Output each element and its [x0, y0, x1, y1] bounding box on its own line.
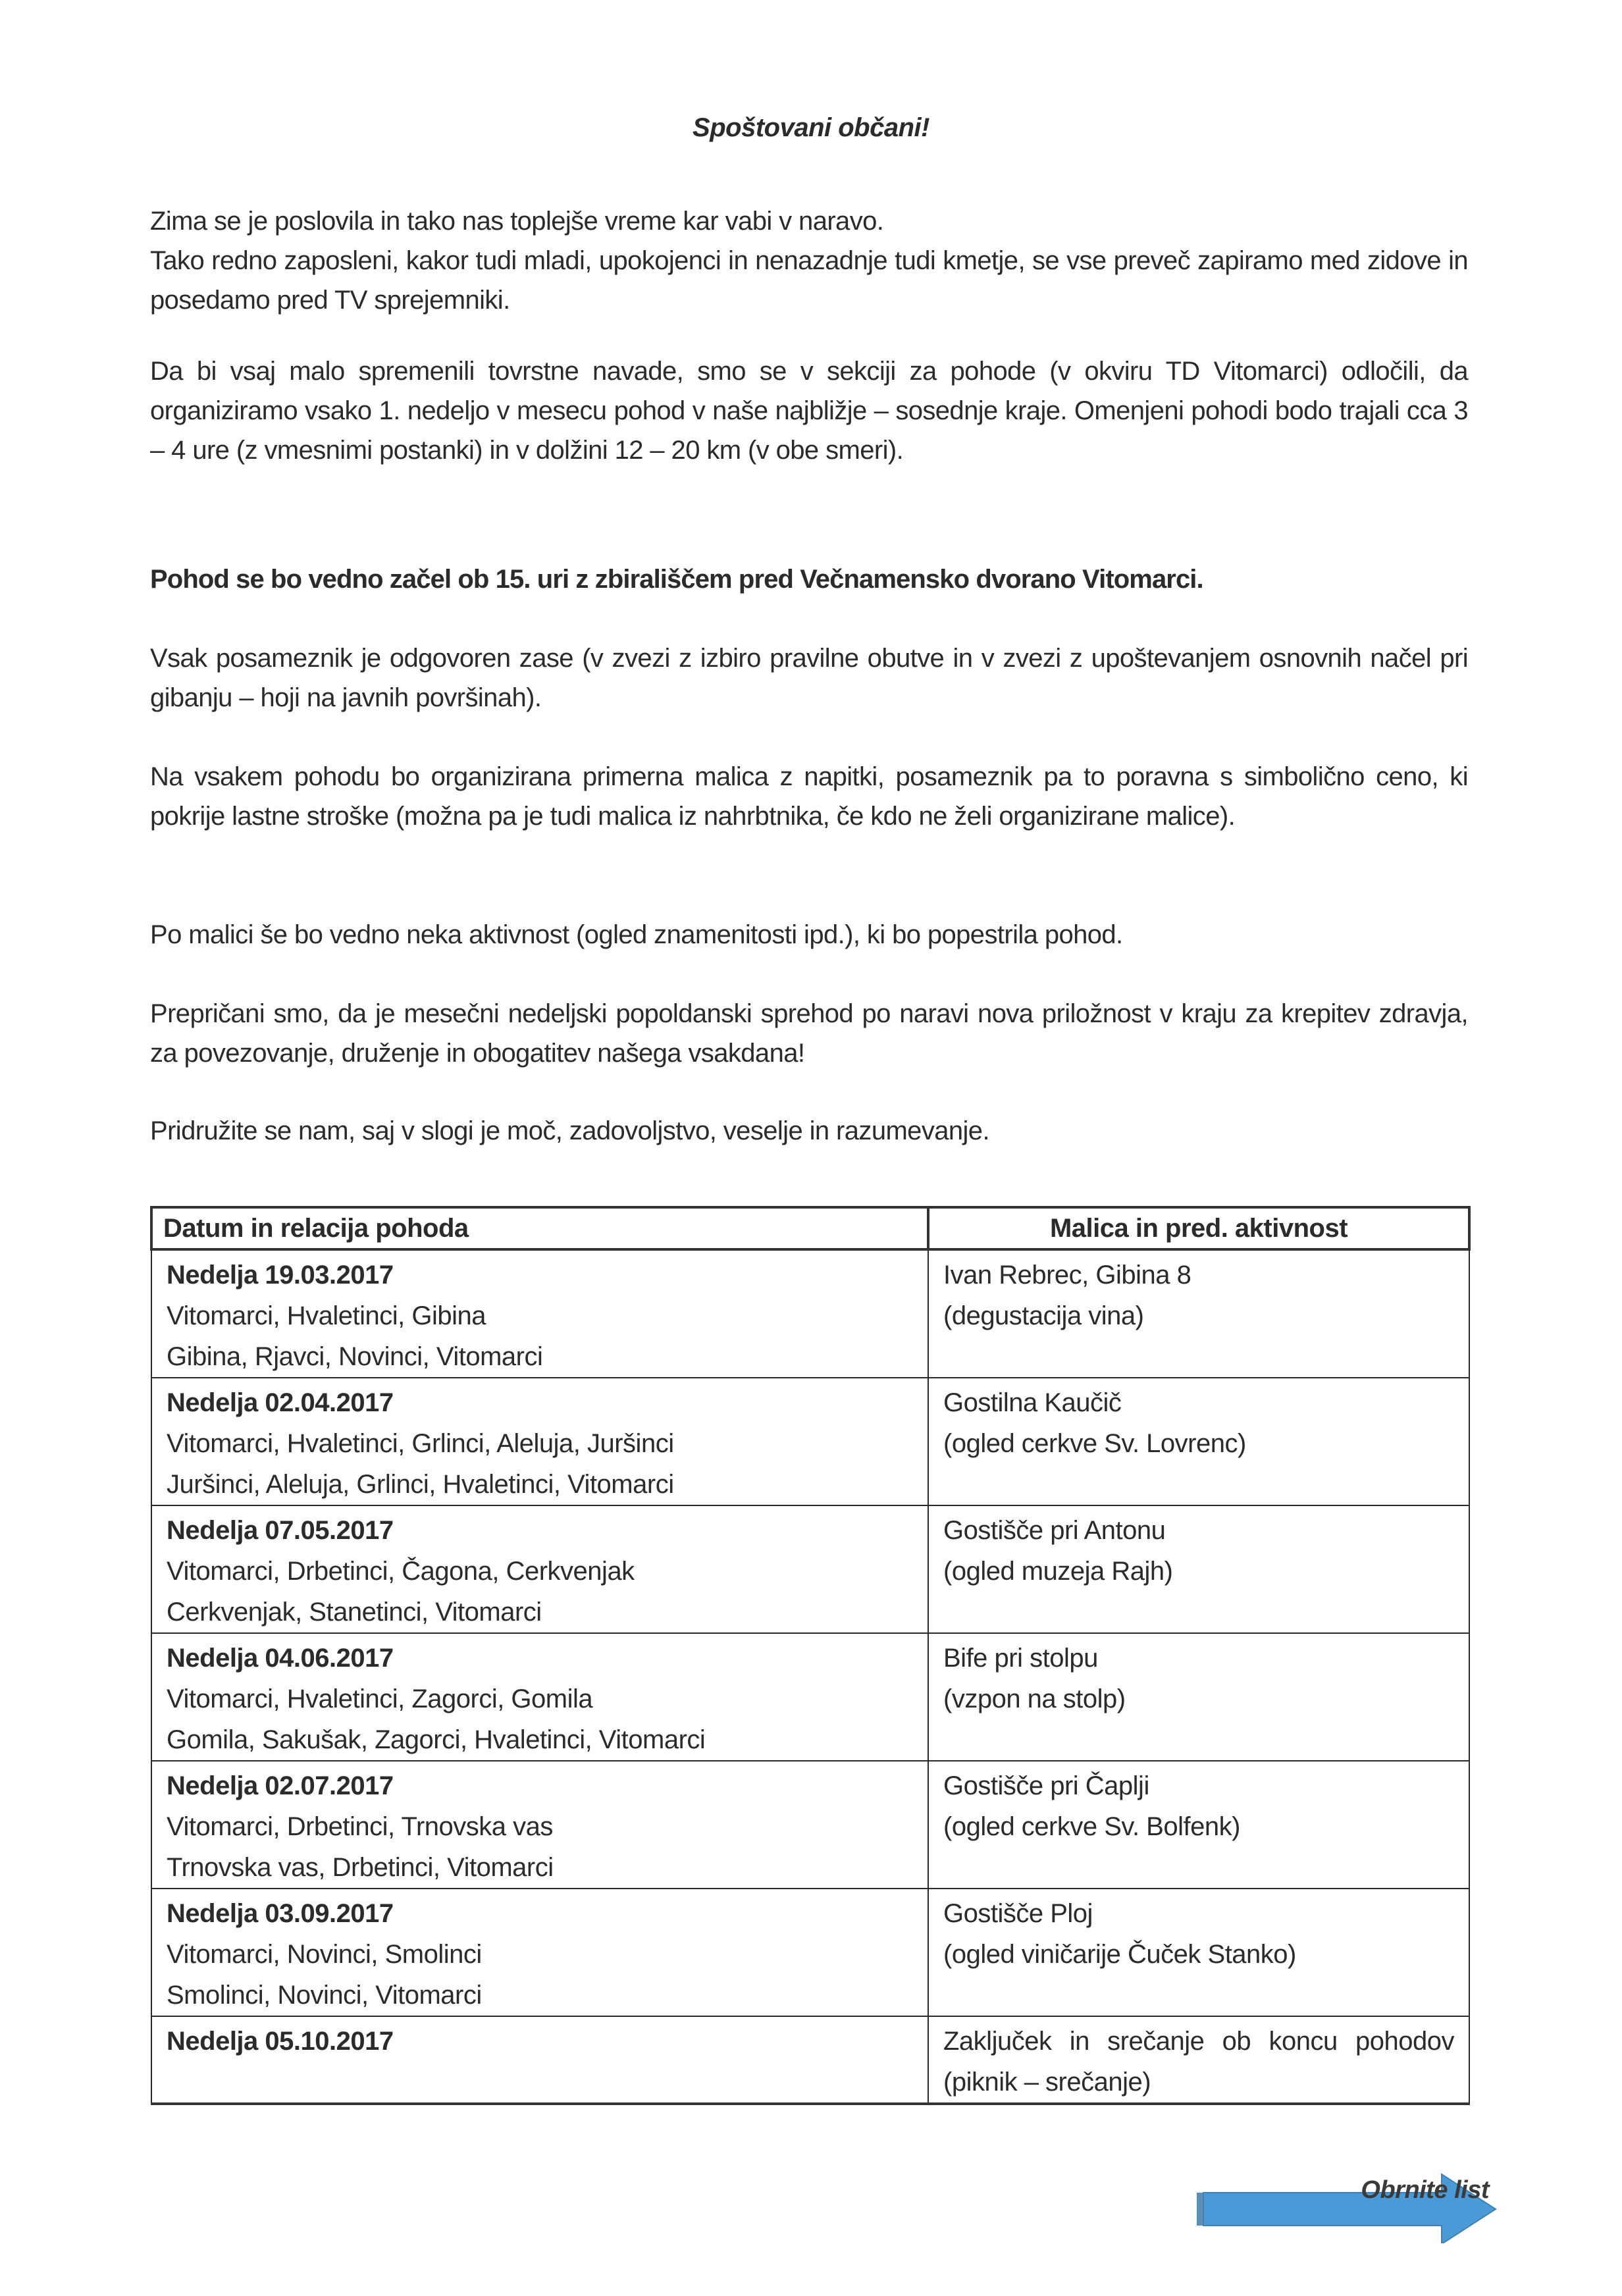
table-row	[151, 1249, 1469, 1378]
route-return: Juršinci, Aleluja, Grlinci, Hvaletinci, Vitomarci	[167, 1470, 674, 1499]
snack-venue: Gostilna Kaučič	[943, 1388, 1122, 1417]
paragraph-conviction: Prepričani smo, da je mesečni nedeljski popoldanski sprehod po naravi nova priložnost v kraju za krepitev zdravja, za povezovanje, druženje in obogatitev našega vsakdana!	[150, 999, 1468, 1068]
table-row	[151, 1889, 1469, 2016]
route-outbound: Vitomarci, Hvaletinci, Grlinci, Aleluja, Juršinci	[167, 1429, 674, 1458]
date-route-cell	[151, 1889, 928, 2016]
hike-date: Nedelja 02.07.2017	[167, 1771, 394, 1800]
hike-date: Nedelja 04.06.2017	[167, 1644, 394, 1673]
table-row	[151, 1633, 1469, 1761]
snack-activity-cell	[928, 1505, 1469, 1633]
hike-date: Nedelja 03.09.2017	[167, 1899, 394, 1928]
route-outbound: Vitomarci, Novinci, Smolinci	[167, 1940, 482, 1969]
route-return: Trnovska vas, Drbetinci, Vitomarci	[167, 1853, 554, 1882]
snack-venue: Gostišče Ploj	[943, 1899, 1093, 1928]
snack-activity-cell	[928, 1378, 1469, 1505]
date-route-cell	[151, 1249, 928, 1378]
hike-date: Nedelja 02.04.2017	[167, 1388, 394, 1417]
paragraph-meeting-point: Pohod se bo vedno začel ob 15. uri z zbirališčem pred Večnamensko dvorano Vitomarci.	[150, 565, 1203, 594]
snack-venue: Gostišče pri Antonu	[943, 1516, 1166, 1545]
route-return: Smolinci, Novinci, Vitomarci	[167, 1981, 482, 2010]
column-header-date-route: Datum in relacija pohoda	[151, 1207, 928, 1249]
date-route-cell	[151, 1761, 928, 1889]
hike-date: Nedelja 05.10.2017	[167, 2027, 394, 2056]
paragraph-intro	[150, 201, 1468, 320]
snack-activity-cell	[928, 1633, 1469, 1761]
planned-activity: (ogled cerkve Sv. Bolfenk)	[943, 1812, 1240, 1841]
planned-activity: (ogled muzeja Rajh)	[943, 1557, 1173, 1586]
paragraph-join-us: Pridružite se nam, saj v slogi je moč, zadovoljstvo, veselje in razumevanje.	[150, 1116, 989, 1145]
table-row	[151, 2016, 1469, 2104]
turn-page-label: Obrnite list	[1361, 2176, 1489, 2204]
table-header-row	[151, 1207, 1469, 1249]
paragraph-line: Tako redno zaposleni, kakor tudi mladi, upokojenci in nenazadnje tudi kmetje, se vse preveč zapiramo med zidove in posedamo pred TV sprejemniki.	[150, 246, 1468, 315]
snack-venue: Gostišče pri Čaplji	[943, 1771, 1149, 1800]
column-header-snack-activity: Malica in pred. aktivnost	[928, 1207, 1469, 1249]
table-row	[151, 1505, 1469, 1633]
hike-date: Nedelja 07.05.2017	[167, 1516, 394, 1545]
snack-venue: Bife pri stolpu	[943, 1644, 1098, 1673]
date-route-cell	[151, 1633, 928, 1761]
paragraph-initiative: Da bi vsaj malo spremenili tovrstne navade, smo se v sekciji za pohode (v okviru TD Vitomarci) odločili, da organiziramo vsako 1. nedeljo v mesecu pohod v naše najbližje – sosednje kraje. Omenjeni pohodi bodo trajali cca 3 – 4 ure (z vmesnimi postanki) in v dolžini 12 – 20 km (v obe smeri).	[150, 357, 1468, 465]
route-outbound: Vitomarci, Drbetinci, Trnovska vas	[167, 1812, 553, 1841]
snack-venue: Ivan Rebrec, Gibina 8	[943, 1261, 1191, 1290]
snack-activity-cell	[928, 1889, 1469, 2016]
table-row	[151, 1761, 1469, 1889]
page-title: Spoštovani občani!	[693, 113, 929, 142]
snack-activity-cell	[928, 1761, 1469, 1889]
snack-activity-cell	[928, 2016, 1469, 2104]
closing-event: Zaključek in srečanje ob koncu pohodov (piknik – srečanje)	[943, 2027, 1454, 2097]
date-route-cell	[151, 2016, 928, 2104]
route-return: Gomila, Sakušak, Zagorci, Hvaletinci, Vitomarci	[167, 1725, 706, 1754]
planned-activity: (vzpon na stolp)	[943, 1684, 1126, 1713]
hike-schedule-table	[150, 1206, 1471, 2105]
route-return: Gibina, Rjavci, Novinci, Vitomarci	[167, 1342, 543, 1371]
date-route-cell	[151, 1378, 928, 1505]
table-row	[151, 1378, 1469, 1505]
planned-activity: (ogled cerkve Sv. Lovrenc)	[943, 1429, 1246, 1458]
paragraph-activity: Po malici še bo vedno neka aktivnost (ogled znamenitosti ipd.), ki bo popestrila pohod.	[150, 920, 1123, 949]
snack-activity-cell	[928, 1249, 1469, 1378]
date-route-cell	[151, 1505, 928, 1633]
turn-page-indicator	[1191, 2171, 1501, 2243]
hike-date: Nedelja 19.03.2017	[167, 1261, 394, 1290]
planned-activity: (ogled viničarije Čuček Stanko)	[943, 1940, 1296, 1969]
route-outbound: Vitomarci, Hvaletinci, Zagorci, Gomila	[167, 1684, 593, 1713]
route-return: Cerkvenjak, Stanetinci, Vitomarci	[167, 1598, 542, 1627]
planned-activity: (degustacija vina)	[943, 1301, 1144, 1330]
route-outbound: Vitomarci, Drbetinci, Čagona, Cerkvenjak	[167, 1557, 635, 1586]
paragraph-responsibility: Vsak posameznik je odgovoren zase (v zvezi z izbiro pravilne obutve in v zvezi z upoštevanjem osnovnih načel pri gibanju – hoji na javnih površinah).	[150, 644, 1468, 712]
paragraph-snack: Na vsakem pohodu bo organizirana primerna malica z napitki, posameznik pa to poravna s simbolično ceno, ki pokrije lastne stroške (možna pa je tudi malica iz nahrbtnika, če kdo ne želi organizirane malice).	[150, 762, 1468, 831]
paragraph-line: Zima se je poslovila in tako nas toplejše vreme kar vabi v naravo.	[150, 207, 884, 236]
route-outbound: Vitomarci, Hvaletinci, Gibina	[167, 1301, 486, 1330]
